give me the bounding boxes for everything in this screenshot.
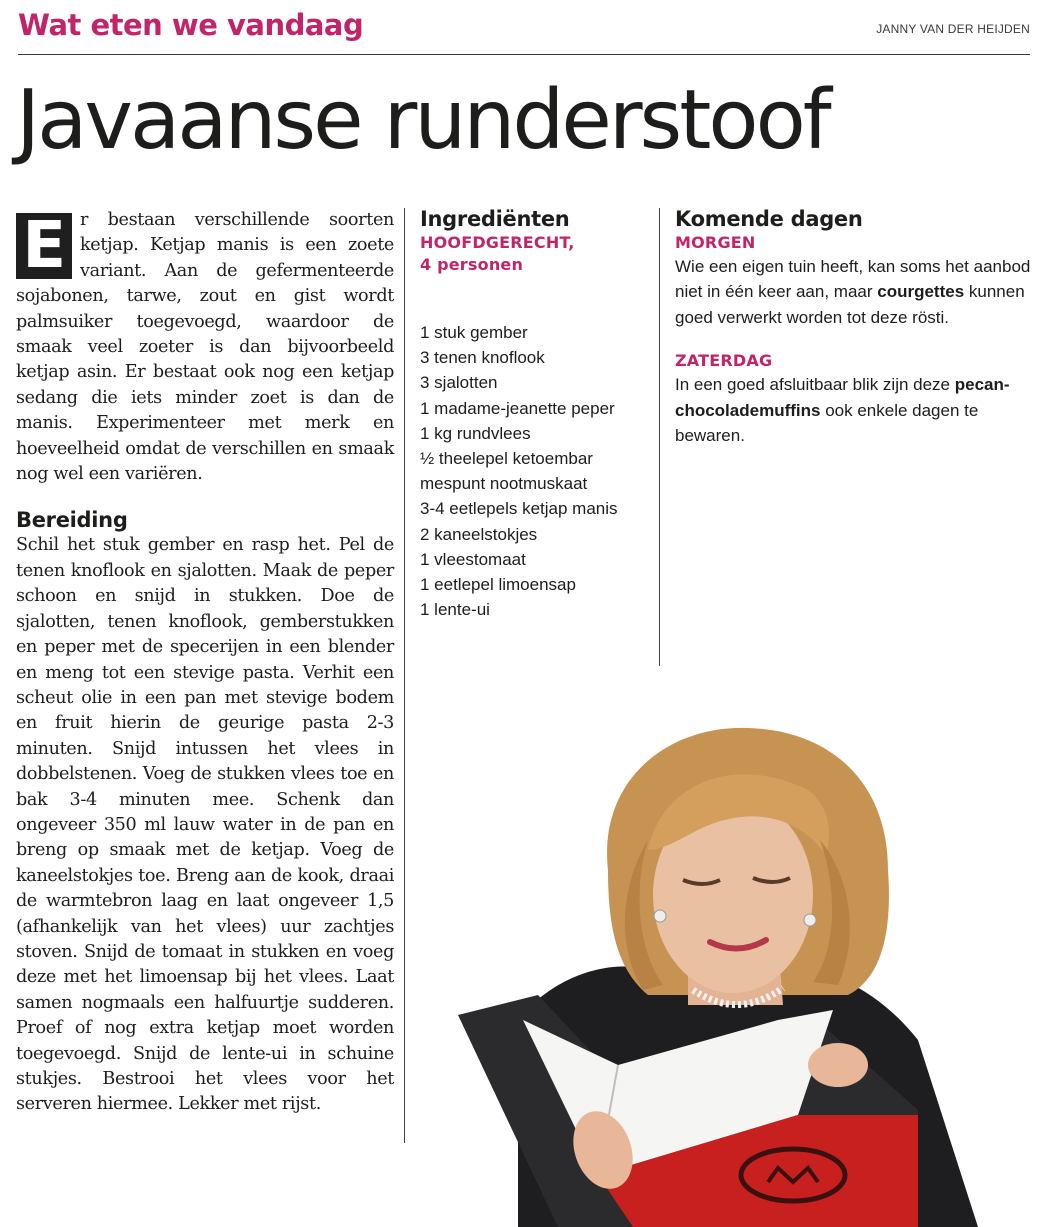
ingredient-item: ½ theelepel ketoembar <box>420 449 593 469</box>
column-divider <box>659 208 660 666</box>
day-text-part: kunnen goed verwerkt worden tot deze rösti. <box>675 282 1025 327</box>
article-column <box>16 208 394 1118</box>
earring-left <box>654 910 666 922</box>
day-text-morgen <box>675 254 1035 330</box>
day-label-zaterdag: ZATERDAG <box>675 351 773 371</box>
course-label: HOOFDGERECHT, <box>420 233 575 252</box>
ingredients-list <box>420 320 650 622</box>
ingredient-item: 1 madame-jeanette peper <box>420 398 615 418</box>
author-photo <box>448 720 1008 1227</box>
ingredient-item: 3 tenen knoflook <box>420 348 545 368</box>
servings-label: 4 personen <box>420 255 524 274</box>
day-text-zaterdag <box>675 372 1035 448</box>
intro-text: r bestaan verschillende soorten ketjap. Ketjap manis is een zoete variant. Aan de gefermenteerde sojabonen, tarwe, zout en gist wordt palmsuiker toegevoegd, waardoor de smaak veel zoeter is dan bijvoorbeeld ketjap asin. Er bestaat ook nog een ketjap sedang die iets minder zoet is dan de manis. Experimenteer met merk en hoeveelheid omdat de verschillen en smaak nog wel een variëren. <box>16 210 394 485</box>
ingredient-item: 1 stuk gember <box>420 323 528 342</box>
earring-right <box>804 914 816 926</box>
preparation-heading: Bereiding <box>16 508 128 533</box>
ingredient-item: 1 lente-ui <box>420 600 490 620</box>
recipe-title: Javaanse runderstoof <box>16 73 829 168</box>
day-label-morgen: MORGEN <box>675 233 756 252</box>
page-header <box>18 8 1030 55</box>
ingredient-item: mespunt nootmuskaat <box>420 474 588 494</box>
intro-paragraph <box>16 208 394 487</box>
preparation-text: Schil het stuk gember en rasp het. Pel de tenen knoflook en sjalotten. Maak de peper schoon en snijd in stukken. Doe de sjalotten, tenen knoflook, gemberstukken en peper met de specerijen in een blender en meng tot een stevige pasta. Verhit een scheut olie in een pan met stevige bodem en fruit hierin de geurige pasta 2-3 minuten. Snijd intussen het vlees in dobbelstenen. Voeg de stukken vlees toe en bak 3-4 minuten mee. Schenk dan ongeveer 350 ml lauw water in de pan en breng op smaak met de ketjap. Voeg de kaneelstokjes toe. Breng aan de kook, draai de warmtebron laag en laat ongeveer 1,5 (afhankelijk van het vlees) uur zachtjes stoven. Snijd de tomaat in stukken en voeg deze met het limoensap bij het vlees. Laat samen nogmaals een halfuurtje sudderen. Proef of nog extra ketjap moet worden toegevoegd. Snijd de lente-ui in schuine stukjes. Bestrooi het vlees voor het serveren hiermee. Lekker met rijst. <box>16 535 394 1115</box>
author-byline: JANNY VAN DER HEIJDEN <box>876 22 1030 36</box>
drop-cap: E <box>16 213 72 279</box>
upcoming-column <box>675 206 1035 448</box>
ingredient-item: 1 eetlepel limoensap <box>420 575 576 595</box>
hand-right <box>808 1043 868 1087</box>
recipe-link-courgettes: courgettes <box>877 282 965 302</box>
day-text-part: In een goed afsluitbaar blik zijn deze <box>675 375 955 395</box>
preparation-section <box>16 533 394 1117</box>
ingredients-heading: Ingrediënten <box>420 207 570 231</box>
ingredient-item: 1 kg rundvlees <box>420 423 531 443</box>
section-title: Wat eten we vandaag <box>18 8 364 42</box>
ingredient-item: 1 vleestomaat <box>420 549 526 569</box>
recipe-link-muffins: pecan-chocolademuffins <box>675 375 1010 420</box>
ingredient-item: 3 sjalotten <box>420 373 498 393</box>
column-divider <box>404 208 405 1143</box>
upcoming-heading: Komende dagen <box>675 207 863 231</box>
day-text-part: ook enkele dagen te bewaren. <box>675 400 979 446</box>
ingredient-item: 3-4 eetlepels ketjap manis <box>420 499 618 519</box>
ingredients-column <box>420 206 650 622</box>
day-text-part: Wie een eigen tuin heeft, kan soms het aanbod niet in één keer aan, maar <box>675 257 1031 302</box>
ingredient-item: 2 kaneelstokjes <box>420 524 538 544</box>
